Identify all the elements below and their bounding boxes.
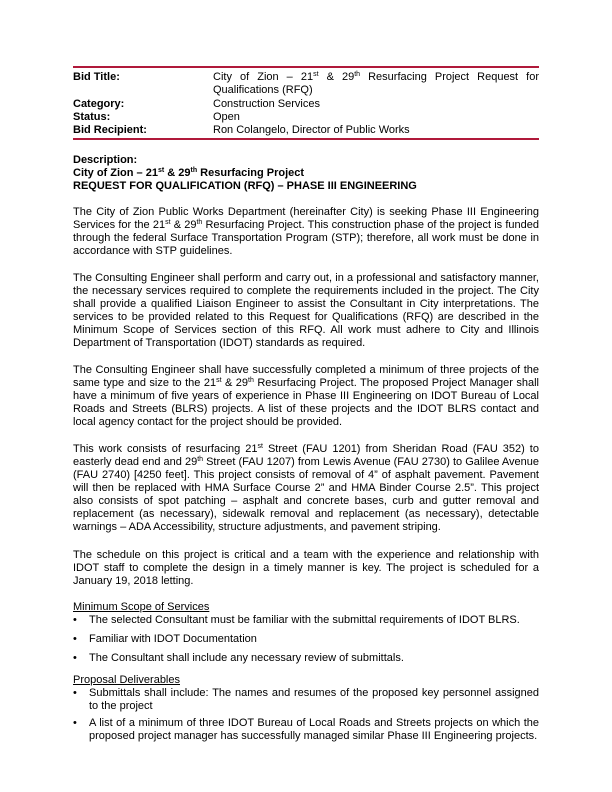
bullet-icon: • [73,687,77,699]
status-row [73,111,539,124]
scope-item: • The Consultant shall include any necessary review of submittals. [73,652,404,664]
category-row [73,98,539,111]
bid-title-line2: Qualifications (RFQ) [213,84,313,96]
description-label: Description: [73,154,138,166]
deliverables-heading: Proposal Deliverables [73,674,180,686]
scope-list [73,614,539,665]
recipient-value: Ron Colangelo, Director of Public Works [213,124,410,136]
header-top-rule [73,66,539,68]
category-value: Construction Services [213,98,320,110]
status-value: Open [213,111,240,123]
scope-item: • Familiar with IDOT Documentation [73,633,257,645]
header-bottom-rule [73,138,539,140]
bid-title-label: Bid Title: [73,71,120,83]
deliverables-item: • Submittals shall include: The names and resumes of the proposed key personnel assigned to the project [73,687,539,712]
paragraph-consultant-duties: The Consulting Engineer shall perform and carry out, in a professional and satisfactory manner, the necessary services required to complete the requirements included in the project. The City shall provide a qualified Liaison Engineer to assist the Consultant in City interpretations. The services to be provided related to this Request for Qualifications (RFQ) are described in the Minimum Scope of Services section of this RFQ. All work must adhere to City and Illinois Department of Transportation (IDOT) standards as required. [73,272,539,349]
deliverables-list [73,687,539,743]
bullet-icon: • [73,614,77,626]
paragraph-intro: The City of Zion Public Works Department (hereinafter City) is seeking Phase III Engineering Services for the 21st & 29th Resurfacing Project. This construction phase of the project is funded through the federal Surface Transportation Program (STP); therefore, all work must be done in accordance with STP guidelines. [73,206,539,257]
description-heading: REQUEST FOR QUALIFICATION (RFQ) – PHASE III ENGINEERING [73,180,417,192]
status-label: Status: [73,111,111,123]
bid-title-line1: City of Zion – 21st & 29th Resurfacing Project Request for [213,71,540,83]
description-subtitle: City of Zion – 21st & 29th Resurfacing Project [73,167,305,179]
bullet-icon: • [73,652,77,664]
paragraph-work-scope: This work consists of resurfacing 21st Street (FAU 1201) from Sheridan Road (FAU 352) to easterly dead end and 29th Street (FAU 1207) from Lewis Avenue (FAU 2730) to Galilee Avenue (FAU 2740) [4250 feet]. This project consists of removal of 4” of asphalt pavement. Pavement will then be replaced with HMA Surface Course 2” and HMA Binder Course 2.5”. This project also consists of spot patching – asphalt and concrete bases, curb and gutter removal and replacement (as necessary), sidewalk removal and replacement (as necessary), detectable warnings – ADA Accessibility, structure adjustments, and pavement striping. [73,443,539,533]
recipient-row [73,124,539,137]
bid-title-row [73,71,539,97]
bid-title-value [213,71,539,97]
category-label: Category: [73,98,125,110]
paragraph-consultant-experience: The Consulting Engineer shall have successfully completed a minimum of three projects of the same type and size to the 21st & 29th Resurfacing Project. The proposed Project Manager shall have a minimum of five years of experience in Phase III Engineering on IDOT Bureau of Local Roads and Streets (BLRS) projects. A list of these projects and the IDOT BLRS contact and local agency contact for the project should be provided. [73,364,539,428]
bullet-icon: • [73,717,77,729]
bullet-icon: • [73,633,77,645]
scope-item: • The selected Consultant must be familiar with the submittal requirements of IDOT BLRS. [73,614,520,626]
paragraph-schedule: The schedule on this project is critical and a team with the experience and relationship with IDOT staff to complete the design in a timely manner is key. The project is scheduled for a January 19, 2018 letting. [73,549,539,587]
deliverables-item: • A list of a minimum of three IDOT Bureau of Local Roads and Streets projects on which the proposed project manager has successfully managed similar Phase III Engineering projects. [73,717,539,742]
scope-heading: Minimum Scope of Services [73,601,210,613]
recipient-label: Bid Recipient: [73,124,147,136]
